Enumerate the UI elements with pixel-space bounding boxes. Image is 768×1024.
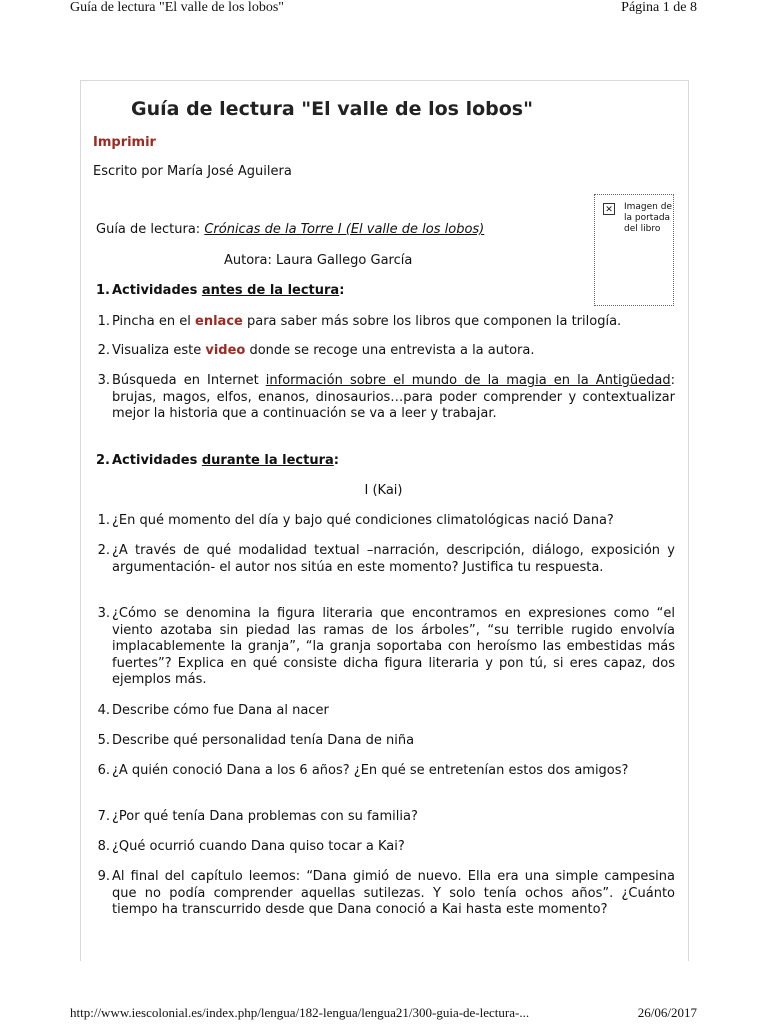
list-item (88, 513, 675, 530)
section-prefix: Actividades (112, 283, 202, 298)
section-suffix: : (339, 283, 345, 298)
list-item-number: 6. (97, 763, 110, 778)
section-heading-during (88, 453, 675, 470)
guide-book-title: Crónicas de la Torre I (El valle de los lobos) (204, 222, 485, 237)
list-item-number: 7. (97, 809, 110, 824)
print-header (0, 0, 768, 20)
image-alt-text: Imagen de la portada del libro (624, 202, 673, 234)
section-suffix: : (333, 453, 339, 468)
list-item-number: 8. (97, 839, 110, 854)
enlace-link[interactable]: enlace (195, 314, 243, 329)
print-footer-url: http://www.iescolonial.es/index.php/lengua/182-lengua/lengua21/300-guia-de-lectura-... (70, 1005, 530, 1020)
list-item: 1. Pincha en el enlace para saber más sobre los libros que componen la trilogía. (88, 314, 675, 331)
list-item (88, 763, 675, 780)
list-item: 3. Búsqueda en Internet información sobre el mundo de la magia en la Antigüedad: brujas, magos, elfos, enanos, dinosaurios…para poder comprender y contextualizar mejor la historia que a continuación se va a leer y trabajar. (88, 373, 675, 423)
magic-info-link[interactable]: información sobre el mundo de la magia en la Antigüedad (265, 373, 671, 388)
section-number: 2. (96, 453, 110, 468)
list-item (88, 809, 675, 826)
list-item-text: Al final del capítulo leemos: “Dana gimió de nuevo. Ella era una simple campesina que no podía comprender aquellas sutilezas. Y solo tenía ochos años”. ¿Cuánto tiempo ha transcurrido desde que Dana conoció a Kai hasta este momento? (112, 869, 675, 917)
list-item: 2. Visualiza este video donde se recoge una entrevista a la autora. (88, 343, 675, 360)
list-item-text: ¿Qué ocurrió cuando Dana quiso tocar a Kai? (112, 839, 405, 854)
section-underlined: durante la lectura (201, 453, 334, 468)
list-item-number: 4. (97, 703, 110, 718)
section-heading-before (88, 283, 675, 300)
list-item-number: 3. (97, 606, 110, 621)
print-header-page-number: Página 1 de 8 (621, 0, 697, 15)
print-link[interactable]: Imprimir (93, 135, 156, 150)
list-item-text: Describe qué personalidad tenía Dana de niña (112, 733, 415, 748)
list-item (88, 543, 675, 576)
list-item (88, 606, 675, 689)
book-author: Autora: Laura Gallego García (224, 253, 413, 268)
section-underlined: antes de la lectura (201, 283, 340, 298)
list-item-number: 2. (97, 543, 110, 558)
list-item-number: 9. (97, 869, 110, 884)
list-item-text: ¿Por qué tenía Dana problemas con su familia? (112, 809, 418, 824)
guide-label: Guía de lectura: (96, 222, 205, 237)
section-number: 1. (96, 283, 110, 298)
list-item-number: 3. (97, 373, 110, 388)
article-title: Guía de lectura "El valle de los lobos" (131, 98, 534, 120)
list-item-number: 1. (97, 314, 110, 329)
print-footer-date: 26/06/2017 (637, 1005, 697, 1020)
list-item (88, 703, 675, 720)
print-header-title: Guía de lectura "El valle de los lobos" (70, 0, 284, 15)
list-item-text: Describe cómo fue Dana al nacer (112, 703, 329, 718)
list-item-text: ¿Cómo se denomina la figura literaria que encontramos en expresiones como “el viento azotaba sin piedad las ramas de los árboles”, “su terrible rugido envolvía implacablemente la granja”, “la granja soportaba con heroísmo las embestidas más fuertes”? Explica en qué consiste dicha figura literaria y pon tú, si eres capaz, dos ejemplos más. (112, 606, 675, 687)
article-author: Escrito por María José Aguilera (93, 164, 292, 179)
list-item-number: 1. (97, 513, 110, 528)
video-link[interactable]: video (205, 343, 246, 358)
list-item (88, 839, 675, 856)
guide-heading (96, 222, 484, 237)
list-item-number: 2. (97, 343, 110, 358)
list-item (88, 869, 675, 919)
list-item-text: ¿A través de qué modalidad textual –narración, descripción, diálogo, exposición y argumentación- el autor nos sitúa en este momento? Justifica tu respuesta. (112, 543, 675, 575)
list-item (88, 733, 675, 750)
chapter-label: I (Kai) (364, 483, 403, 498)
section-prefix: Actividades (112, 453, 202, 468)
list-item-text: ¿En qué momento del día y bajo qué condiciones climatológicas nació Dana? (112, 513, 614, 528)
list-item-text: ¿A quién conoció Dana a los 6 años? ¿En qué se entretenían estos dos amigos? (112, 763, 629, 778)
list-item-number: 5. (97, 733, 110, 748)
print-footer (0, 1005, 768, 1023)
broken-image-icon: ✕ (603, 203, 615, 215)
